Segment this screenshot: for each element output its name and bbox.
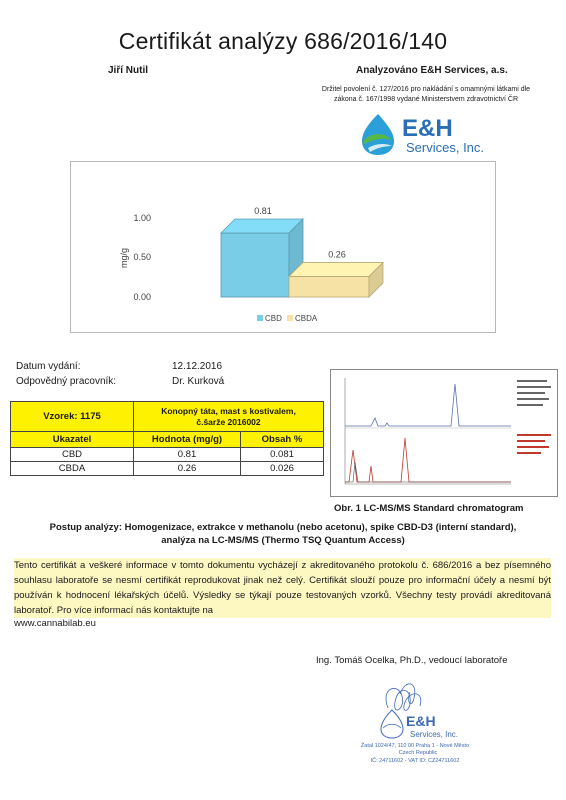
- table-row: [11, 462, 324, 476]
- table-row: [11, 448, 324, 462]
- results-chart-svg: [71, 162, 495, 332]
- header-content: Obsah %: [241, 432, 324, 448]
- row-content: 0.081: [241, 448, 324, 462]
- issue-date-label: Datum vydání:: [16, 361, 81, 372]
- stamp-drop-icon: [381, 710, 403, 738]
- company-stamp: [340, 668, 490, 768]
- analysis-procedure: [10, 521, 556, 547]
- stamp-ids: IČ: 24711602 - VAT ID: CZ24711602: [370, 758, 460, 764]
- responsible-label: Odpovědný pracovník:: [16, 376, 117, 387]
- logo-sub: Services, Inc.: [406, 140, 485, 155]
- y-tick-label: 0.00: [133, 292, 151, 302]
- y-tick-label: 0.50: [133, 252, 151, 262]
- issue-date-value: 12.12.2016: [172, 361, 223, 372]
- row-value: 0.81: [134, 448, 241, 462]
- bar-cbd: [221, 233, 289, 297]
- procedure-line-2: analýza na LC-MS/MS (Thermo TSQ Quantum Access): [161, 535, 405, 546]
- client-name: Jiří Nutil: [108, 65, 149, 76]
- logo-name: E&H: [402, 115, 453, 142]
- legend-swatch-cbda: [287, 315, 293, 321]
- header-value: Hodnota (mg/g): [134, 432, 241, 448]
- results-table: [10, 401, 324, 476]
- legend-label-cbda: CBDA: [295, 314, 318, 323]
- permit-line-2: zákona č. 167/1998 vydané Ministerstvem zdravotnictví ČR: [333, 96, 519, 103]
- legend-label-cbd: CBD: [265, 314, 282, 323]
- sample-description-1: Konopný táta, mast s kostivalem,: [161, 405, 296, 416]
- bars-group: [221, 219, 383, 297]
- legend-swatch-cbd: [257, 315, 263, 321]
- stamp-country: Czech Republic: [398, 750, 438, 756]
- bar-cbda: [289, 276, 369, 297]
- table-header-row: [11, 432, 324, 448]
- results-chart: [70, 161, 496, 333]
- responsible-value: Dr. Kurková: [172, 376, 225, 387]
- permit-line-1: Držitel povolení č. 127/2016 pro nakládání s omamnými látkami dle: [321, 86, 531, 93]
- analyzed-by: Analyzováno E&H Services, a.s.: [356, 65, 508, 76]
- disclaimer-text: Tento certifikát a veškeré informace v tomto dokumentu vycházejí z akreditovaného protokolu č. 686/2016 a bez písemného souhlasu laboratoře se nesmí certifikát reprodukovat jinak než celý. Certifikát slouží pouze pro informační účely a nesmí být používán k hodnocení lékařských účelů. Výsledky se týkají pouze testovaných vzorků. Všechny testy provádí akreditovaná laboratoř. Pro více informací nás kontaktujte na: [14, 560, 551, 616]
- document-title: Certifikát analýzy 686/2016/140: [118, 28, 448, 54]
- bar-top-cbda: [289, 262, 383, 276]
- chromatogram-image: [330, 369, 558, 497]
- certificate-disclaimer: [14, 558, 551, 618]
- row-indicator: CBDA: [11, 462, 134, 476]
- header-indicator: Ukazatel: [11, 432, 134, 448]
- row-content: 0.026: [241, 462, 324, 476]
- data-label: 0.81: [254, 206, 272, 217]
- y-tick-label: 1.00: [133, 213, 151, 223]
- chromatogram-caption: Obr. 1 LC-MS/MS Standard chromatogram: [334, 503, 524, 514]
- company-logo: [356, 110, 516, 156]
- permit-note: [300, 85, 552, 105]
- sample-description: [134, 402, 324, 432]
- stamp-name: E&H: [406, 713, 436, 729]
- stamp-sub: Services, Inc.: [410, 730, 459, 739]
- drop-leaf-logo-icon: [362, 114, 394, 155]
- sample-label: Vzorek: 1175: [11, 402, 134, 432]
- sample-row: [11, 402, 324, 432]
- signature-scribble: [386, 684, 421, 711]
- y-axis-label: mg/g: [119, 247, 129, 269]
- stamp-address: Žatal 1024/47, 110 00 Praha 1 - Nové Město: [360, 743, 470, 749]
- procedure-line-1: Postup analýzy: Homogenizace, extrakce v methanolu (nebo acetonu), spike CBD-D3 (interní standard),: [49, 522, 517, 533]
- row-indicator: CBD: [11, 448, 134, 462]
- row-value: 0.26: [134, 462, 241, 476]
- website-link[interactable]: www.cannabilab.eu: [14, 618, 96, 629]
- data-label: 0.26: [328, 249, 346, 260]
- chart-legend: [257, 314, 318, 323]
- signer-name: Ing. Tomáš Ocelka, Ph.D., vedoucí laboratoře: [316, 655, 508, 666]
- sample-description-2: č.šarže 2016002: [196, 416, 261, 427]
